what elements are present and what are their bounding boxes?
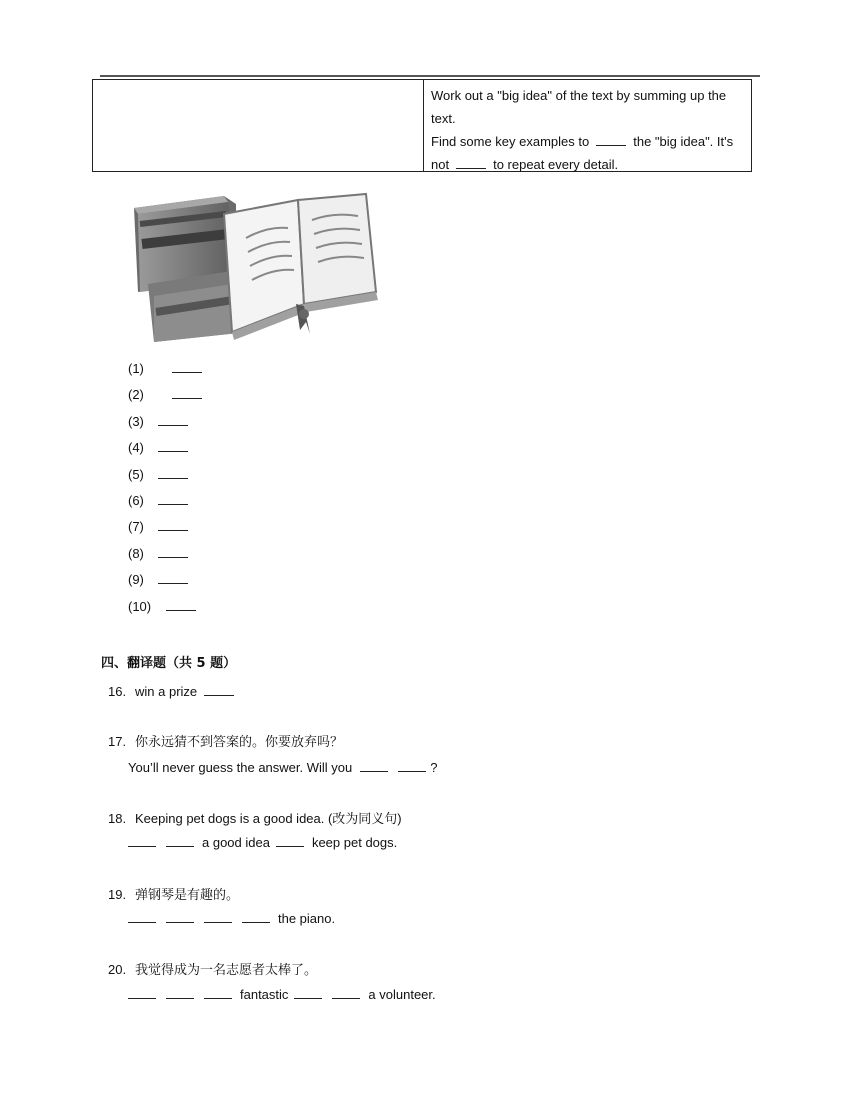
question-text: 我觉得成为一名志愿者太棒了。	[135, 963, 318, 978]
list-item: (8)	[128, 545, 192, 561]
question-text: 你永远猜不到答案的。你要放弃吗？	[135, 735, 344, 750]
answer-table	[92, 79, 752, 172]
book-icon	[128, 184, 380, 348]
table-line-1: Work out a "big idea" of the text by summing up the	[431, 88, 727, 103]
section-title: 四、翻译题（共 5 题）	[101, 656, 237, 671]
blank-field[interactable]	[172, 386, 202, 399]
list-item: (2)	[128, 386, 206, 402]
blank-field[interactable]	[204, 986, 232, 999]
table-line-4	[431, 153, 744, 176]
blank-field[interactable]	[128, 910, 156, 923]
answer-text: keep pet dogs.	[311, 835, 398, 850]
blank-field[interactable]	[166, 834, 194, 847]
table-line-3-end: the "big idea". It's	[633, 134, 734, 149]
answer-text: fantastic	[240, 987, 289, 1002]
question-19	[108, 884, 239, 903]
blank-field[interactable]	[158, 518, 188, 531]
question-16	[108, 683, 241, 699]
question-text: win a prize	[135, 684, 198, 699]
list-item: (4)	[128, 439, 192, 455]
blank-field[interactable]	[242, 910, 270, 923]
table-line-4-start: not	[431, 157, 450, 172]
blank-field[interactable]	[172, 360, 202, 373]
open-book-illustration	[128, 184, 380, 348]
list-item: (5)	[128, 466, 192, 482]
question-text: 弹钢琴是有趣的。	[135, 888, 240, 903]
blank-field[interactable]	[158, 439, 188, 452]
list-item: (3)	[128, 413, 192, 429]
blank-field[interactable]	[294, 986, 322, 999]
blank-field[interactable]	[276, 834, 304, 847]
blank-field[interactable]	[158, 492, 188, 505]
question-20	[108, 959, 317, 978]
answer-line-20	[128, 986, 442, 1002]
table-line-4-end: to repeat every detail.	[493, 157, 619, 172]
blank-field[interactable]	[204, 910, 232, 923]
table-left-cell	[93, 80, 424, 171]
blank-field[interactable]	[166, 910, 194, 923]
question-17	[108, 731, 343, 750]
blank-field[interactable]	[204, 683, 234, 696]
answer-end: ?	[430, 760, 438, 775]
table-right-cell	[424, 80, 751, 171]
blank-field[interactable]	[596, 133, 626, 146]
answer-line-19	[128, 910, 341, 926]
blank-field[interactable]	[456, 156, 486, 169]
list-item: (7)	[128, 518, 192, 534]
blank-field[interactable]	[158, 571, 188, 584]
blank-field[interactable]	[158, 545, 188, 558]
list-item: (10)	[128, 598, 200, 614]
answer-line-17	[128, 759, 437, 775]
table-line-3-start: Find some key examples to	[431, 134, 590, 149]
blank-field[interactable]	[128, 986, 156, 999]
list-item: (6)	[128, 492, 192, 508]
top-rule	[100, 75, 760, 77]
answer-text: You’ll never guess the answer. Will you	[128, 760, 353, 775]
answer-text: a good idea	[202, 835, 270, 850]
blank-field[interactable]	[158, 413, 188, 426]
question-text: Keeping pet dogs is a good idea. (改为同义句)	[135, 811, 402, 826]
table-line-2: text.	[431, 111, 456, 126]
answer-line-18	[128, 834, 403, 850]
table-line-3	[431, 130, 744, 153]
blank-field[interactable]	[166, 986, 194, 999]
list-item: (1)	[128, 360, 206, 376]
question-number: 20.	[108, 962, 127, 977]
blank-field[interactable]	[166, 598, 196, 611]
question-18	[108, 808, 402, 827]
question-number: 17.	[108, 734, 127, 749]
list-item: (9)	[128, 571, 192, 587]
blank-field[interactable]	[128, 834, 156, 847]
blank-field[interactable]	[360, 759, 388, 772]
question-number: 18.	[108, 811, 127, 826]
blank-field[interactable]	[158, 466, 188, 479]
question-number: 16.	[108, 684, 127, 699]
answer-text: the piano.	[278, 911, 336, 926]
blank-field[interactable]	[398, 759, 426, 772]
answer-text: a volunteer.	[368, 987, 436, 1002]
blank-field[interactable]	[332, 986, 360, 999]
question-number: 19.	[108, 887, 127, 902]
